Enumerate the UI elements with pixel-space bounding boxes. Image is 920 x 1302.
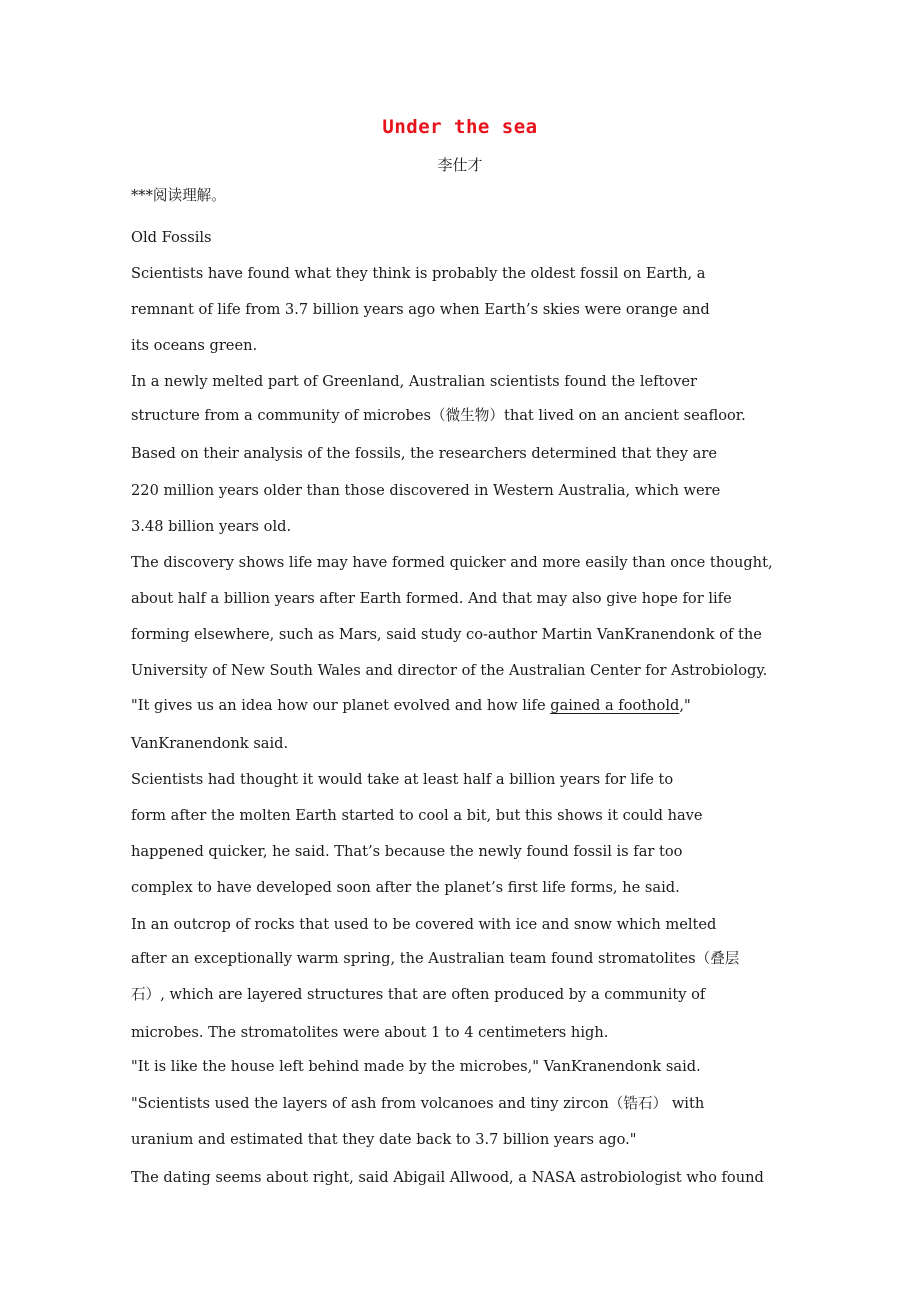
- quote-line-end: ,": [679, 697, 691, 714]
- quote-line-start: "It gives us an idea how our planet evolved and how life: [131, 697, 551, 714]
- text-line: University of New South Wales and director of the Australian Center for Astrobiology.: [131, 662, 768, 679]
- text-line: complex to have developed soon after the planet’s first life forms, he said.: [131, 879, 680, 896]
- text-line: The dating seems about right, said Abigail Allwood, a NASA astrobiologist who found: [131, 1169, 764, 1186]
- text-line: 220 million years older than those discovered in Western Australia, which were: [131, 482, 721, 499]
- text-line: "It is like the house left behind made by the microbes," VanKranendonk said.: [131, 1058, 701, 1075]
- text-line: In an outcrop of rocks that used to be covered with ice and snow which melted: [131, 916, 717, 933]
- text-line: The discovery shows life may have formed quicker and more easily than once thought,: [131, 554, 773, 571]
- text-line: happened quicker, he said. That’s because the newly found fossil is far too: [131, 843, 683, 860]
- text-line: 3.48 billion years old.: [131, 518, 292, 535]
- text-line: about half a billion years after Earth formed. And that may also give hope for life: [131, 590, 732, 607]
- section-label: ***阅读理解。: [131, 187, 226, 204]
- text-line: VanKranendonk said.: [131, 735, 289, 752]
- document-title: Under the sea: [382, 116, 538, 138]
- document-author: 李仕才: [437, 156, 483, 174]
- passage-title: Old Fossils: [131, 229, 212, 246]
- text-line: microbes. The stromatolites were about 1 to 4 centimeters high.: [131, 1024, 609, 1041]
- text-line: Based on their analysis of the fossils, the researchers determined that they are: [131, 445, 717, 462]
- text-line: structure from a community of microbes（微生物）that lived on an ancient seafloor.: [131, 407, 746, 424]
- text-line: Scientists have found what they think is probably the oldest fossil on Earth, a: [131, 265, 706, 282]
- text-line: uranium and estimated that they date back to 3.7 billion years ago.": [131, 1131, 637, 1148]
- text-line: Scientists had thought it would take at least half a billion years for life to: [131, 771, 674, 788]
- text-line: form after the molten Earth started to cool a bit, but this shows it could have: [131, 807, 703, 824]
- quote-line: [131, 696, 691, 716]
- text-line: forming elsewhere, such as Mars, said study co-author Martin VanKranendonk of the: [131, 626, 762, 643]
- text-line: "Scientists used the layers of ash from volcanoes and tiny zircon（锆石） with: [131, 1095, 705, 1112]
- underlined-phrase: gained a foothold: [550, 697, 680, 714]
- text-line: its oceans green.: [131, 337, 258, 354]
- text-line: In a newly melted part of Greenland, Australian scientists found the leftover: [131, 373, 698, 390]
- text-line: after an exceptionally warm spring, the Australian team found stromatolites（叠层: [131, 950, 740, 967]
- text-line: remnant of life from 3.7 billion years ago when Earth’s skies were orange and: [131, 301, 710, 318]
- text-line: 石）, which are layered structures that are often produced by a community of: [131, 986, 706, 1003]
